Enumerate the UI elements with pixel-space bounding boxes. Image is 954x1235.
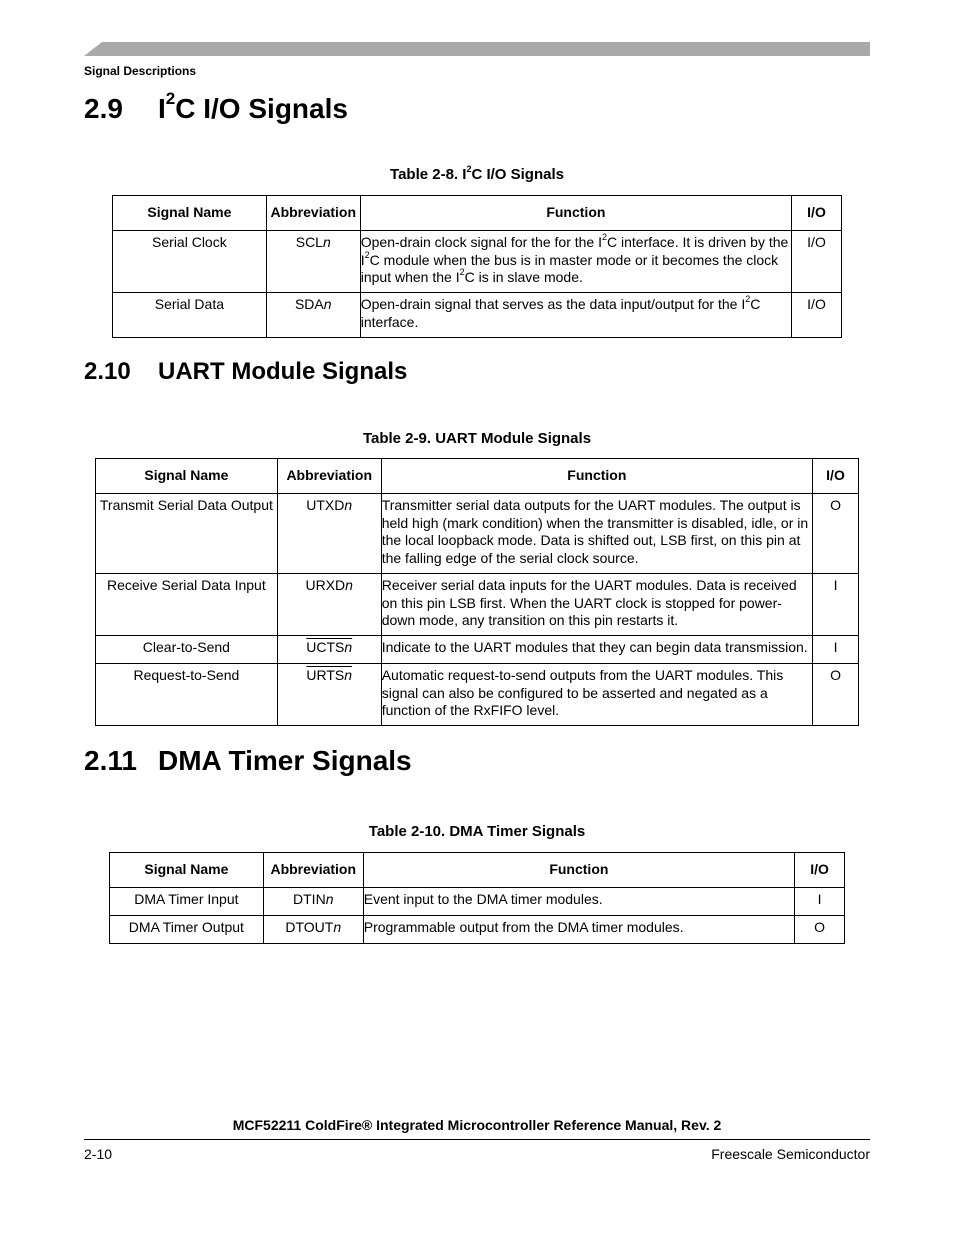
- table-row: [96, 664, 859, 726]
- superscript: 2: [601, 232, 607, 243]
- signal-name-cell: Serial Clock: [113, 231, 267, 293]
- section-title: DMA Timer Signals: [158, 745, 412, 776]
- table-row: [113, 293, 842, 338]
- caption-pre: Table 2-8. I: [390, 166, 467, 183]
- abbreviation-cell: [266, 231, 360, 293]
- running-head: Signal Descriptions: [84, 64, 197, 78]
- function-text: C is in slave mode.: [464, 269, 583, 285]
- column-header: Function: [381, 459, 812, 494]
- function-cell: Event input to the DMA timer modules.: [363, 888, 794, 916]
- signal-name-cell: Transmit Serial Data Output: [96, 494, 278, 574]
- section-heading-i2c: [84, 88, 348, 125]
- io-cell: I: [813, 574, 859, 636]
- abbreviation-suffix: n: [325, 891, 334, 907]
- header-bar: [84, 42, 870, 56]
- footer-document-title: MCF52211 ColdFire® Integrated Microcontroller Reference Manual, Rev. 2: [232, 1117, 722, 1133]
- section-title-post: C I/O Signals: [175, 93, 348, 124]
- function-cell: Transmitter serial data outputs for the UART modules. The output is held high (mark condition) when the transmitter is disabled, idle, or in the local loopback mode. Data is shifted out, LSB first, on this pin at the falling edge of the serial clock source.: [381, 494, 812, 574]
- signal-name-cell: Serial Data: [113, 293, 267, 338]
- io-cell: O: [795, 916, 845, 944]
- abbreviation: UCTS: [306, 639, 345, 655]
- uart-signals-table: [95, 458, 859, 726]
- abbreviation: URXD: [305, 577, 346, 593]
- abbreviation-cell: [263, 916, 363, 944]
- column-header: Abbreviation: [263, 853, 363, 888]
- signal-name-cell: DMA Timer Input: [110, 888, 264, 916]
- function-cell: Programmable output from the DMA timer modules.: [363, 916, 794, 944]
- abbreviation-cell: [277, 664, 381, 726]
- abbreviation-cell: [277, 494, 381, 574]
- caption-sup: 2: [466, 164, 472, 174]
- function-text: Open-drain clock signal for the for the I: [360, 234, 602, 250]
- table-row: [96, 636, 859, 664]
- abbreviation-suffix: n: [333, 919, 342, 935]
- table-caption-i2c: [0, 166, 954, 183]
- table-caption-uart: Table 2-9. UART Module Signals: [362, 430, 592, 447]
- abbreviation-suffix: n: [345, 577, 353, 593]
- signal-name-cell: Receive Serial Data Input: [96, 574, 278, 636]
- abbreviation: DTIN: [293, 891, 326, 907]
- table-header-row: [96, 459, 859, 494]
- abbreviation-suffix: n: [344, 667, 353, 683]
- section-title-sup: 2: [165, 88, 176, 108]
- io-cell: I/O: [792, 293, 842, 338]
- page-number: 2-10: [84, 1146, 113, 1162]
- abbreviation: SCL: [295, 234, 323, 250]
- column-header: I/O: [792, 196, 842, 231]
- function-cell: [360, 293, 791, 338]
- abbreviation: DTOUT: [285, 919, 334, 935]
- section-number: 2.11: [84, 745, 137, 776]
- io-cell: O: [813, 494, 859, 574]
- table-row: [110, 888, 845, 916]
- abbreviation-suffix: n: [344, 639, 353, 655]
- abbreviation-suffix: n: [323, 296, 332, 312]
- function-cell: Receiver serial data inputs for the UART modules. Data is received on this pin LSB first. When the UART clock is stopped for power-down mode, any transition on this pin restarts it.: [381, 574, 812, 636]
- superscript: 2: [364, 249, 370, 260]
- column-header: I/O: [813, 459, 859, 494]
- column-header: Function: [363, 853, 794, 888]
- footer-divider: [84, 1139, 870, 1140]
- io-cell: I: [813, 636, 859, 664]
- table-row: [96, 574, 859, 636]
- column-header: Abbreviation: [266, 196, 360, 231]
- caption-post: C I/O Signals: [471, 166, 564, 183]
- column-header: Signal Name: [110, 853, 264, 888]
- abbreviation-cell: [266, 293, 360, 338]
- column-header: Signal Name: [113, 196, 267, 231]
- abbreviation: SDA: [294, 296, 324, 312]
- signal-name-cell: Request-to-Send: [96, 664, 278, 726]
- i2c-signals-table: [112, 195, 842, 338]
- signal-name-cell: Clear-to-Send: [96, 636, 278, 664]
- function-text: C interface.: [360, 296, 761, 330]
- function-text: Open-drain signal that serves as the data input/output for the I: [360, 296, 746, 312]
- dma-timer-signals-table: [109, 852, 845, 944]
- io-cell: I/O: [792, 231, 842, 293]
- table-row: [110, 916, 845, 944]
- function-cell: Indicate to the UART modules that they can begin data transmission.: [381, 636, 812, 664]
- column-header: Function: [360, 196, 791, 231]
- abbreviation-overlined: [306, 639, 352, 655]
- column-header: Abbreviation: [277, 459, 381, 494]
- function-text: C module when the bus is in master mode or it becomes the clock input when the I: [360, 251, 779, 285]
- section-title: UART Module Signals: [158, 358, 408, 385]
- section-heading-dma-timer: [84, 745, 412, 777]
- table-header-row: [113, 196, 842, 231]
- function-cell: Automatic request-to-send outputs from the UART modules. This signal can also be configured to be asserted and negated as a function of the RxFIFO level.: [381, 664, 812, 726]
- table-row: [113, 231, 842, 293]
- function-cell: [360, 231, 791, 293]
- abbreviation-overlined: [306, 667, 352, 683]
- section-title-pre: I: [158, 93, 166, 124]
- abbreviation: URTS: [306, 667, 345, 683]
- function-text: C interface. It is driven by the I: [360, 234, 789, 268]
- io-cell: I: [795, 888, 845, 916]
- section-heading-uart: [84, 358, 407, 386]
- abbreviation-suffix: n: [322, 234, 331, 250]
- company-name: Freescale Semiconductor: [711, 1146, 870, 1162]
- table-row: [96, 494, 859, 574]
- abbreviation-cell: [263, 888, 363, 916]
- header-bar-shape: [84, 42, 870, 56]
- abbreviation-cell: [277, 574, 381, 636]
- abbreviation-cell: [277, 636, 381, 664]
- table-header-row: [110, 853, 845, 888]
- superscript: 2: [459, 267, 465, 278]
- abbreviation-suffix: n: [344, 497, 353, 513]
- section-number: 2.10: [84, 358, 131, 385]
- signal-name-cell: DMA Timer Output: [110, 916, 264, 944]
- section-number: 2.9: [84, 93, 123, 124]
- column-header: I/O: [795, 853, 845, 888]
- abbreviation: UTXD: [306, 497, 345, 513]
- column-header: Signal Name: [96, 459, 278, 494]
- superscript: 2: [745, 294, 751, 305]
- io-cell: O: [813, 664, 859, 726]
- table-caption-dma-timer: Table 2-10. DMA Timer Signals: [368, 823, 586, 840]
